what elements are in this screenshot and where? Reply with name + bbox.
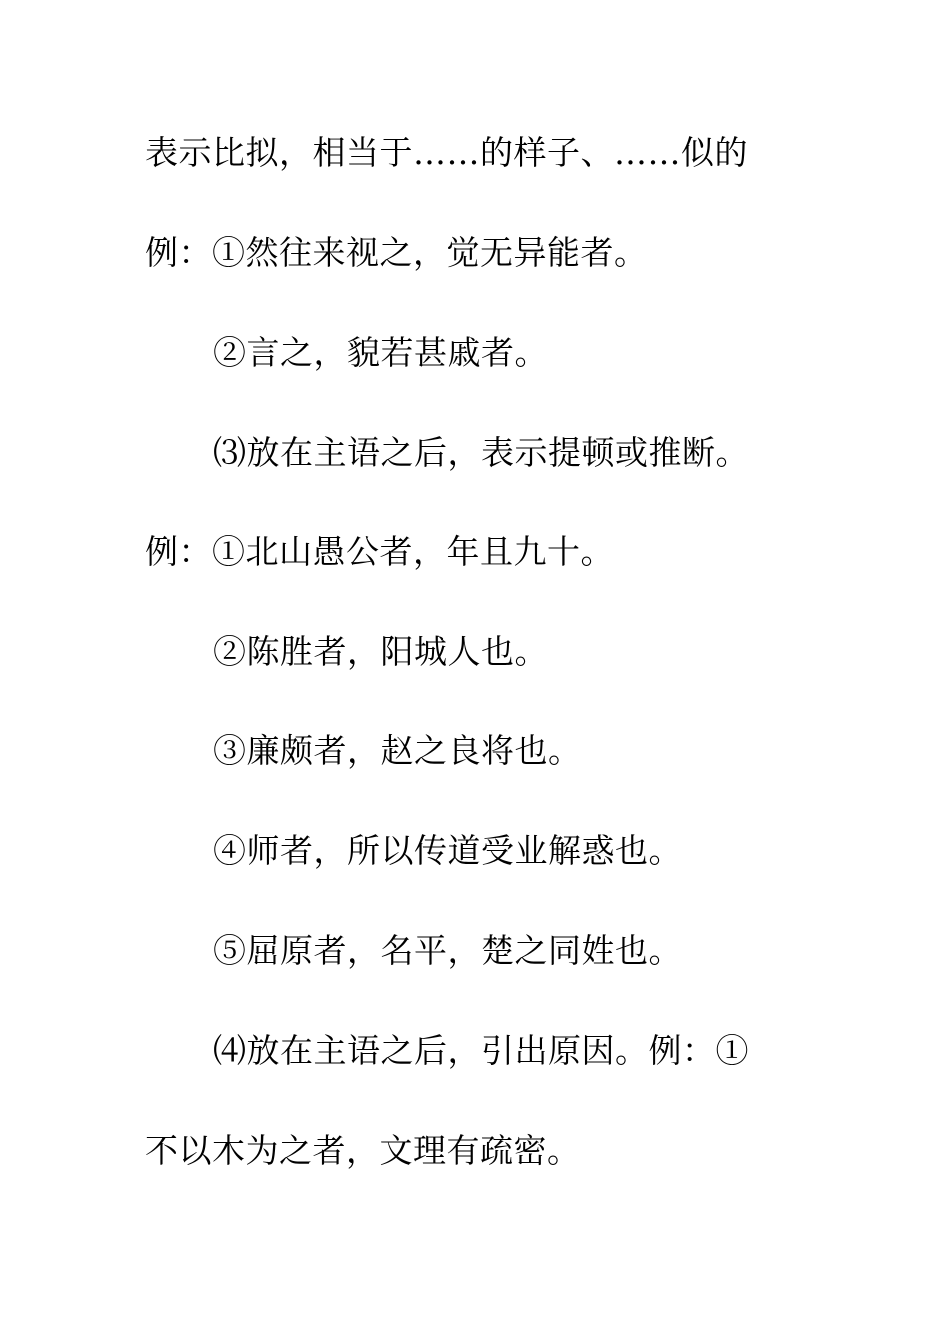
text-line-example-2: ②言之，貌若甚戚者。 <box>213 333 548 372</box>
text-line-usage-4-heading: ⑷放在主语之后，引出原因。例：① <box>213 1031 749 1070</box>
text-line-example-1: 例：①然往来视之，觉无异能者。 <box>145 233 648 272</box>
text-line-analogy-definition: 表示比拟，相当于……的样子、……似的 <box>145 133 748 172</box>
text-line-usage-3-example-4: ④师者，所以传道受业解惑也。 <box>213 831 682 870</box>
text-line-usage-3-example-2: ②陈胜者，阳城人也。 <box>213 632 548 671</box>
text-line-usage-4-example-1: 不以木为之者，文理有疏密。 <box>145 1131 581 1170</box>
text-line-usage-3-example-5: ⑤屈原者，名平，楚之同姓也。 <box>213 931 682 970</box>
text-line-usage-3-example-1: 例：①北山愚公者，年且九十。 <box>145 532 614 571</box>
text-line-usage-3-heading: ⑶放在主语之后，表示提顿或推断。 <box>213 433 749 472</box>
text-line-usage-3-example-3: ③廉颇者，赵之良将也。 <box>213 731 582 770</box>
